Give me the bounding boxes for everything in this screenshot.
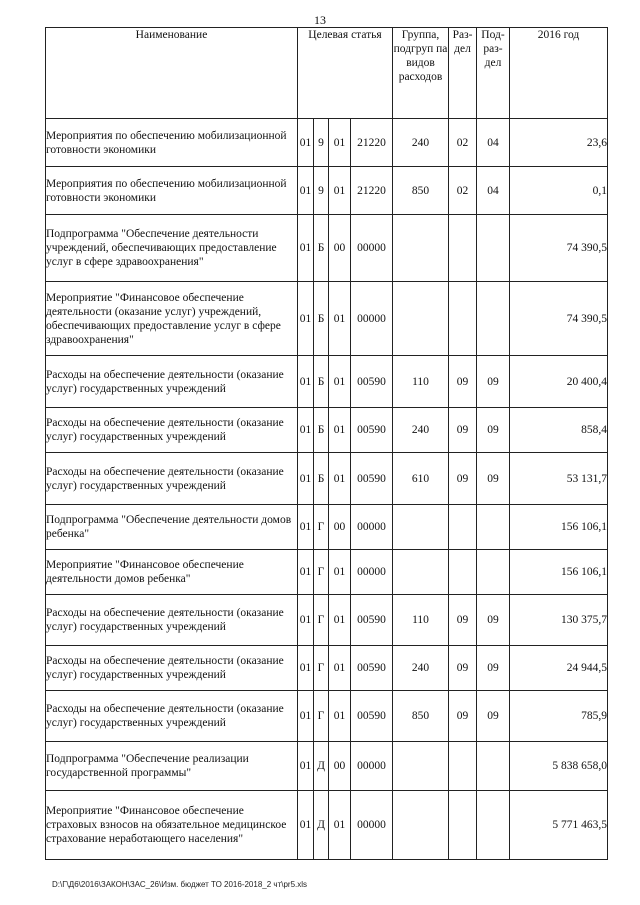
target-code-3: 01 bbox=[329, 595, 351, 646]
target-code-4: 00000 bbox=[351, 505, 393, 550]
expense-group: 240 bbox=[393, 408, 449, 453]
table-row bbox=[46, 282, 608, 356]
section-code bbox=[449, 742, 477, 791]
table-row bbox=[46, 505, 608, 550]
expense-group bbox=[393, 742, 449, 791]
expense-group bbox=[393, 282, 449, 356]
row-name: Мероприятия по обеспечению мобилизационной готовности экономики bbox=[46, 119, 298, 167]
table-row bbox=[46, 691, 608, 742]
section-code: 09 bbox=[449, 453, 477, 505]
row-name: Расходы на обеспечение деятельности (оказание услуг) государственных учреждений bbox=[46, 646, 298, 691]
target-code-4: 00590 bbox=[351, 408, 393, 453]
table-row bbox=[46, 215, 608, 282]
expense-group: 110 bbox=[393, 595, 449, 646]
table-row bbox=[46, 550, 608, 595]
target-code-3: 01 bbox=[329, 646, 351, 691]
row-name: Мероприятия по обеспечению мобилизационной готовности экономики bbox=[46, 167, 298, 215]
table-row bbox=[46, 742, 608, 791]
target-code-4: 00000 bbox=[351, 282, 393, 356]
target-code-3: 01 bbox=[329, 356, 351, 408]
table-row bbox=[46, 167, 608, 215]
header-subsection: Под- раз- дел bbox=[477, 28, 510, 119]
target-code-2: Г bbox=[314, 505, 329, 550]
section-code bbox=[449, 550, 477, 595]
row-name: Мероприятие "Финансовое обеспечение деятельности (оказание услуг) учреждений, обеспечивающих предоставление услуг в сфере здравоохранения" bbox=[46, 282, 298, 356]
target-code-1: 01 bbox=[298, 646, 314, 691]
target-code-2: Б bbox=[314, 453, 329, 505]
target-code-1: 01 bbox=[298, 742, 314, 791]
row-name: Расходы на обеспечение деятельности (оказание услуг) государственных учреждений bbox=[46, 356, 298, 408]
target-code-1: 01 bbox=[298, 119, 314, 167]
header-year: 2016 год bbox=[510, 28, 608, 119]
amount-2016: 20 400,4 bbox=[510, 356, 608, 408]
target-code-1: 01 bbox=[298, 408, 314, 453]
target-code-4: 00590 bbox=[351, 691, 393, 742]
section-code: 02 bbox=[449, 119, 477, 167]
amount-2016: 130 375,7 bbox=[510, 595, 608, 646]
target-code-2: Д bbox=[314, 742, 329, 791]
target-code-4: 00590 bbox=[351, 453, 393, 505]
header-group: Группа, подгруп па видов расходов bbox=[393, 28, 449, 119]
target-code-1: 01 bbox=[298, 691, 314, 742]
target-code-2: Б bbox=[314, 356, 329, 408]
section-code: 09 bbox=[449, 646, 477, 691]
amount-2016: 5 771 463,5 bbox=[510, 791, 608, 860]
section-code bbox=[449, 505, 477, 550]
table-row bbox=[46, 356, 608, 408]
row-name: Подпрограмма "Обеспечение реализации государственной программы" bbox=[46, 742, 298, 791]
target-code-4: 00590 bbox=[351, 646, 393, 691]
row-name: Расходы на обеспечение деятельности (оказание услуг) государственных учреждений bbox=[46, 408, 298, 453]
target-code-3: 00 bbox=[329, 742, 351, 791]
target-code-3: 00 bbox=[329, 505, 351, 550]
section-code: 09 bbox=[449, 595, 477, 646]
amount-2016: 24 944,5 bbox=[510, 646, 608, 691]
target-code-3: 01 bbox=[329, 282, 351, 356]
header-section: Раз- дел bbox=[449, 28, 477, 119]
table-row bbox=[46, 791, 608, 860]
subsection-code bbox=[477, 282, 510, 356]
amount-2016: 785,9 bbox=[510, 691, 608, 742]
target-code-2: Б bbox=[314, 282, 329, 356]
expense-group: 850 bbox=[393, 691, 449, 742]
section-code: 09 bbox=[449, 356, 477, 408]
table-row bbox=[46, 453, 608, 505]
header-row bbox=[46, 28, 608, 119]
subsection-code: 09 bbox=[477, 408, 510, 453]
row-name: Расходы на обеспечение деятельности (оказание услуг) государственных учреждений bbox=[46, 691, 298, 742]
section-code: 02 bbox=[449, 167, 477, 215]
expense-group bbox=[393, 215, 449, 282]
target-code-1: 01 bbox=[298, 453, 314, 505]
row-name: Расходы на обеспечение деятельности (оказание услуг) государственных учреждений bbox=[46, 453, 298, 505]
expense-group: 240 bbox=[393, 119, 449, 167]
expense-group: 110 bbox=[393, 356, 449, 408]
target-code-1: 01 bbox=[298, 791, 314, 860]
target-code-1: 01 bbox=[298, 282, 314, 356]
row-name: Мероприятие "Финансовое обеспечение страховых взносов на обязательное медицинское страхование неработающего населения" bbox=[46, 791, 298, 860]
target-code-3: 01 bbox=[329, 453, 351, 505]
subsection-code: 04 bbox=[477, 119, 510, 167]
target-code-3: 01 bbox=[329, 408, 351, 453]
target-code-4: 00000 bbox=[351, 215, 393, 282]
target-code-2: Б bbox=[314, 215, 329, 282]
table-row bbox=[46, 119, 608, 167]
table-row bbox=[46, 595, 608, 646]
expense-group bbox=[393, 505, 449, 550]
target-code-4: 00590 bbox=[351, 356, 393, 408]
target-code-3: 01 bbox=[329, 691, 351, 742]
target-code-1: 01 bbox=[298, 356, 314, 408]
amount-2016: 0,1 bbox=[510, 167, 608, 215]
target-code-1: 01 bbox=[298, 550, 314, 595]
target-code-2: 9 bbox=[314, 119, 329, 167]
target-code-2: 9 bbox=[314, 167, 329, 215]
target-code-4: 21220 bbox=[351, 167, 393, 215]
row-name: Подпрограмма "Обеспечение деятельности домов ребенка" bbox=[46, 505, 298, 550]
target-code-1: 01 bbox=[298, 167, 314, 215]
amount-2016: 156 106,1 bbox=[510, 550, 608, 595]
row-name: Мероприятие "Финансовое обеспечение деятельности домов ребенка" bbox=[46, 550, 298, 595]
target-code-4: 00000 bbox=[351, 550, 393, 595]
target-code-3: 01 bbox=[329, 167, 351, 215]
amount-2016: 74 390,5 bbox=[510, 282, 608, 356]
amount-2016: 156 106,1 bbox=[510, 505, 608, 550]
subsection-code bbox=[477, 505, 510, 550]
target-code-1: 01 bbox=[298, 215, 314, 282]
section-code bbox=[449, 215, 477, 282]
target-code-4: 00000 bbox=[351, 742, 393, 791]
subsection-code bbox=[477, 791, 510, 860]
budget-table bbox=[45, 27, 608, 860]
table-row bbox=[46, 408, 608, 453]
row-name: Подпрограмма "Обеспечение деятельности учреждений, обеспечивающих предоставление услуг в сфере здравоохранения" bbox=[46, 215, 298, 282]
subsection-code: 09 bbox=[477, 646, 510, 691]
expense-group bbox=[393, 550, 449, 595]
amount-2016: 5 838 658,0 bbox=[510, 742, 608, 791]
expense-group: 240 bbox=[393, 646, 449, 691]
subsection-code: 09 bbox=[477, 356, 510, 408]
section-code bbox=[449, 282, 477, 356]
file-path-footer: D:\Г\Д6\2016\ЗАКОН\ЗАС_26\Изм. бюджет ТО 2016-2018_2 чт\pr5.xls bbox=[52, 880, 308, 889]
subsection-code: 09 bbox=[477, 595, 510, 646]
subsection-code: 04 bbox=[477, 167, 510, 215]
amount-2016: 858,4 bbox=[510, 408, 608, 453]
section-code: 09 bbox=[449, 408, 477, 453]
target-code-2: Д bbox=[314, 791, 329, 860]
target-code-2: Г bbox=[314, 646, 329, 691]
subsection-code bbox=[477, 742, 510, 791]
header-name: Наименование bbox=[46, 28, 298, 119]
target-code-1: 01 bbox=[298, 595, 314, 646]
subsection-code bbox=[477, 215, 510, 282]
amount-2016: 53 131,7 bbox=[510, 453, 608, 505]
subsection-code: 09 bbox=[477, 691, 510, 742]
subsection-code: 09 bbox=[477, 453, 510, 505]
subsection-code bbox=[477, 550, 510, 595]
target-code-2: Г bbox=[314, 550, 329, 595]
row-name: Расходы на обеспечение деятельности (оказание услуг) государственных учреждений bbox=[46, 595, 298, 646]
expense-group: 850 bbox=[393, 167, 449, 215]
section-code bbox=[449, 791, 477, 860]
target-code-1: 01 bbox=[298, 505, 314, 550]
target-code-2: Г bbox=[314, 595, 329, 646]
target-code-2: Б bbox=[314, 408, 329, 453]
header-target: Целевая статья bbox=[298, 28, 393, 119]
expense-group: 610 bbox=[393, 453, 449, 505]
target-code-4: 21220 bbox=[351, 119, 393, 167]
page-number: 13 bbox=[314, 13, 326, 27]
expense-group bbox=[393, 791, 449, 860]
amount-2016: 74 390,5 bbox=[510, 215, 608, 282]
amount-2016: 23,6 bbox=[510, 119, 608, 167]
target-code-2: Г bbox=[314, 691, 329, 742]
target-code-3: 01 bbox=[329, 550, 351, 595]
target-code-3: 00 bbox=[329, 215, 351, 282]
target-code-3: 01 bbox=[329, 791, 351, 860]
target-code-4: 00590 bbox=[351, 595, 393, 646]
target-code-3: 01 bbox=[329, 119, 351, 167]
table-row bbox=[46, 646, 608, 691]
target-code-4: 00000 bbox=[351, 791, 393, 860]
section-code: 09 bbox=[449, 691, 477, 742]
